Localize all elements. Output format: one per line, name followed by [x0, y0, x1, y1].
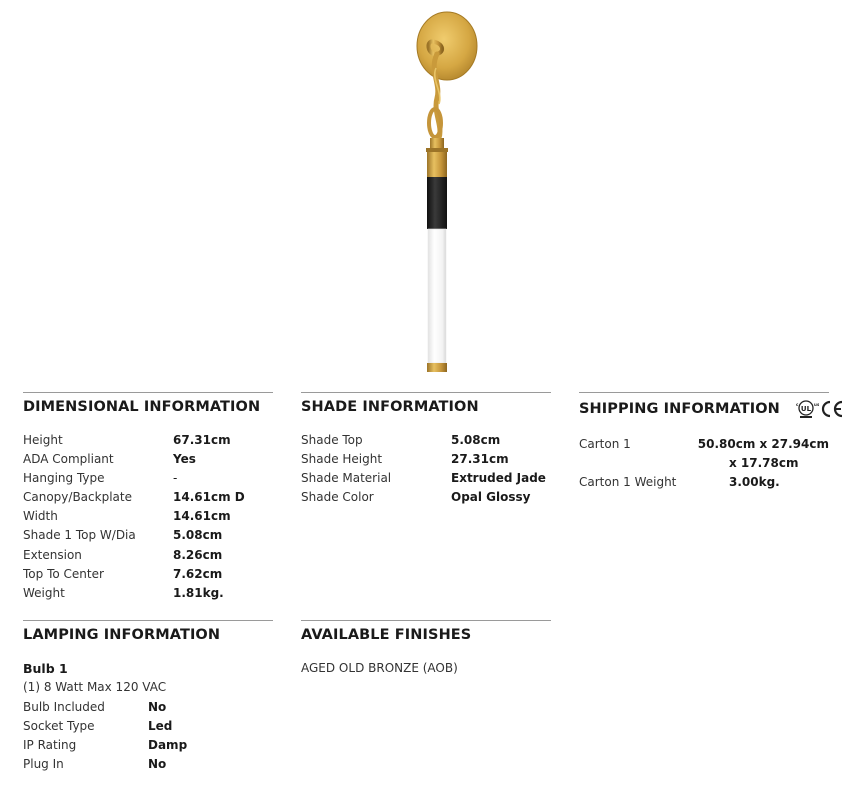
spec-value: Led — [148, 719, 173, 734]
spec-row-height — [23, 431, 273, 450]
spec-row-top-to-center — [23, 565, 273, 584]
spec-row-shade-color — [301, 488, 551, 507]
spec-label: Carton 1 Weight — [579, 475, 677, 490]
spec-row-shade-top — [301, 431, 551, 450]
svg-text:c: c — [796, 402, 799, 407]
spec-label: Carton 1 — [579, 437, 631, 451]
spec-label: Width — [23, 509, 58, 524]
finish-option: AGED OLD BRONZE (AOB) — [301, 661, 458, 675]
spec-label: IP Rating — [23, 738, 77, 753]
finishes-section — [301, 620, 551, 678]
spec-value: 14.61cm D — [173, 490, 245, 505]
spec-value: Extruded Jade — [451, 471, 546, 486]
svg-text:us: us — [814, 402, 820, 407]
shipping-section — [579, 392, 829, 502]
spec-label: Shade Material — [301, 471, 392, 486]
spec-value: Yes — [173, 452, 196, 467]
spec-value: 67.31cm — [173, 433, 231, 447]
spec-label: Shade Color — [301, 490, 374, 505]
spec-value: 1.81kg. — [173, 585, 224, 600]
finishes-title: AVAILABLE FINISHES — [301, 627, 472, 643]
shipping-title-text: SHIPPING INFORMATION — [579, 401, 780, 417]
spec-label: Canopy/Backplate — [23, 490, 132, 505]
spec-row-socket-type — [23, 717, 273, 736]
bulb-description: (1) 8 Watt Max 120 VAC — [23, 680, 167, 694]
spec-value: Damp — [148, 738, 188, 753]
spec-label: Weight — [23, 585, 65, 600]
spec-label: Shade Height — [301, 452, 383, 467]
spec-row-ip-rating — [23, 736, 273, 755]
lamping-rows — [23, 698, 273, 774]
spec-row-weight — [23, 584, 273, 603]
shipping-rows — [579, 435, 829, 492]
spec-row-carton-cont — [579, 454, 829, 473]
spec-value: 8.26cm — [173, 547, 223, 562]
spec-value: Opal Glossy — [451, 490, 531, 505]
shade-section — [301, 392, 551, 507]
spec-label: ADA Compliant — [23, 452, 114, 467]
svg-text:UL: UL — [800, 405, 812, 413]
spec-label: Bulb Included — [23, 700, 105, 714]
spec-row-bulb-included — [23, 698, 273, 717]
certification-marks — [793, 399, 845, 419]
spec-label: Shade Top — [301, 433, 363, 447]
spec-label: Socket Type — [23, 719, 95, 734]
spec-row-shade-material — [301, 469, 551, 488]
bulb-title: Bulb 1 — [23, 661, 68, 676]
spec-value: 5.08cm — [451, 433, 501, 447]
spec-value: 3.00kg. — [729, 475, 780, 490]
spec-row-plug-in — [23, 755, 273, 774]
spec-label: Top To Center — [23, 566, 104, 581]
spec-row-hanging-type — [23, 469, 273, 488]
spec-row-carton — [579, 435, 829, 454]
faint-cutoff-row — [579, 494, 829, 502]
dimensional-rows — [23, 431, 273, 603]
spec-label: Height — [23, 433, 63, 447]
ul-listed-icon — [793, 399, 819, 419]
spec-value: x 17.78cm — [729, 456, 799, 471]
spec-row-ada — [23, 450, 273, 469]
spec-row-canopy — [23, 488, 273, 507]
spec-row-width — [23, 507, 273, 526]
spec-label: Plug In — [23, 757, 64, 772]
spec-value: 50.80cm x 27.94cm — [697, 437, 829, 451]
spec-value: - — [173, 471, 178, 486]
dimensional-title: DIMENSIONAL INFORMATION — [23, 399, 261, 415]
lamping-title: LAMPING INFORMATION — [23, 627, 221, 643]
spec-label: Shade 1 Top W/Dia — [23, 528, 136, 543]
spec-row-shade-top — [23, 526, 273, 545]
spec-value: No — [148, 757, 167, 772]
spec-value: 7.62cm — [173, 566, 223, 581]
shade-rows — [301, 431, 551, 507]
spec-row-shade-height — [301, 450, 551, 469]
spec-row-extension — [23, 546, 273, 565]
shipping-title — [579, 393, 829, 419]
lamping-section — [23, 620, 273, 774]
wall-sconce-product-image — [395, 8, 505, 378]
spec-label: Hanging Type — [23, 471, 105, 486]
shade-title: SHADE INFORMATION — [301, 399, 479, 415]
spec-value: No — [148, 700, 167, 714]
spec-value: 14.61cm — [173, 509, 231, 524]
ce-mark-icon — [819, 399, 845, 419]
spec-row-carton-weight — [579, 473, 829, 492]
dimensional-section — [23, 392, 273, 603]
spec-value: 5.08cm — [173, 528, 223, 543]
spec-label: Extension — [23, 547, 82, 562]
spec-value: 27.31cm — [451, 452, 509, 467]
